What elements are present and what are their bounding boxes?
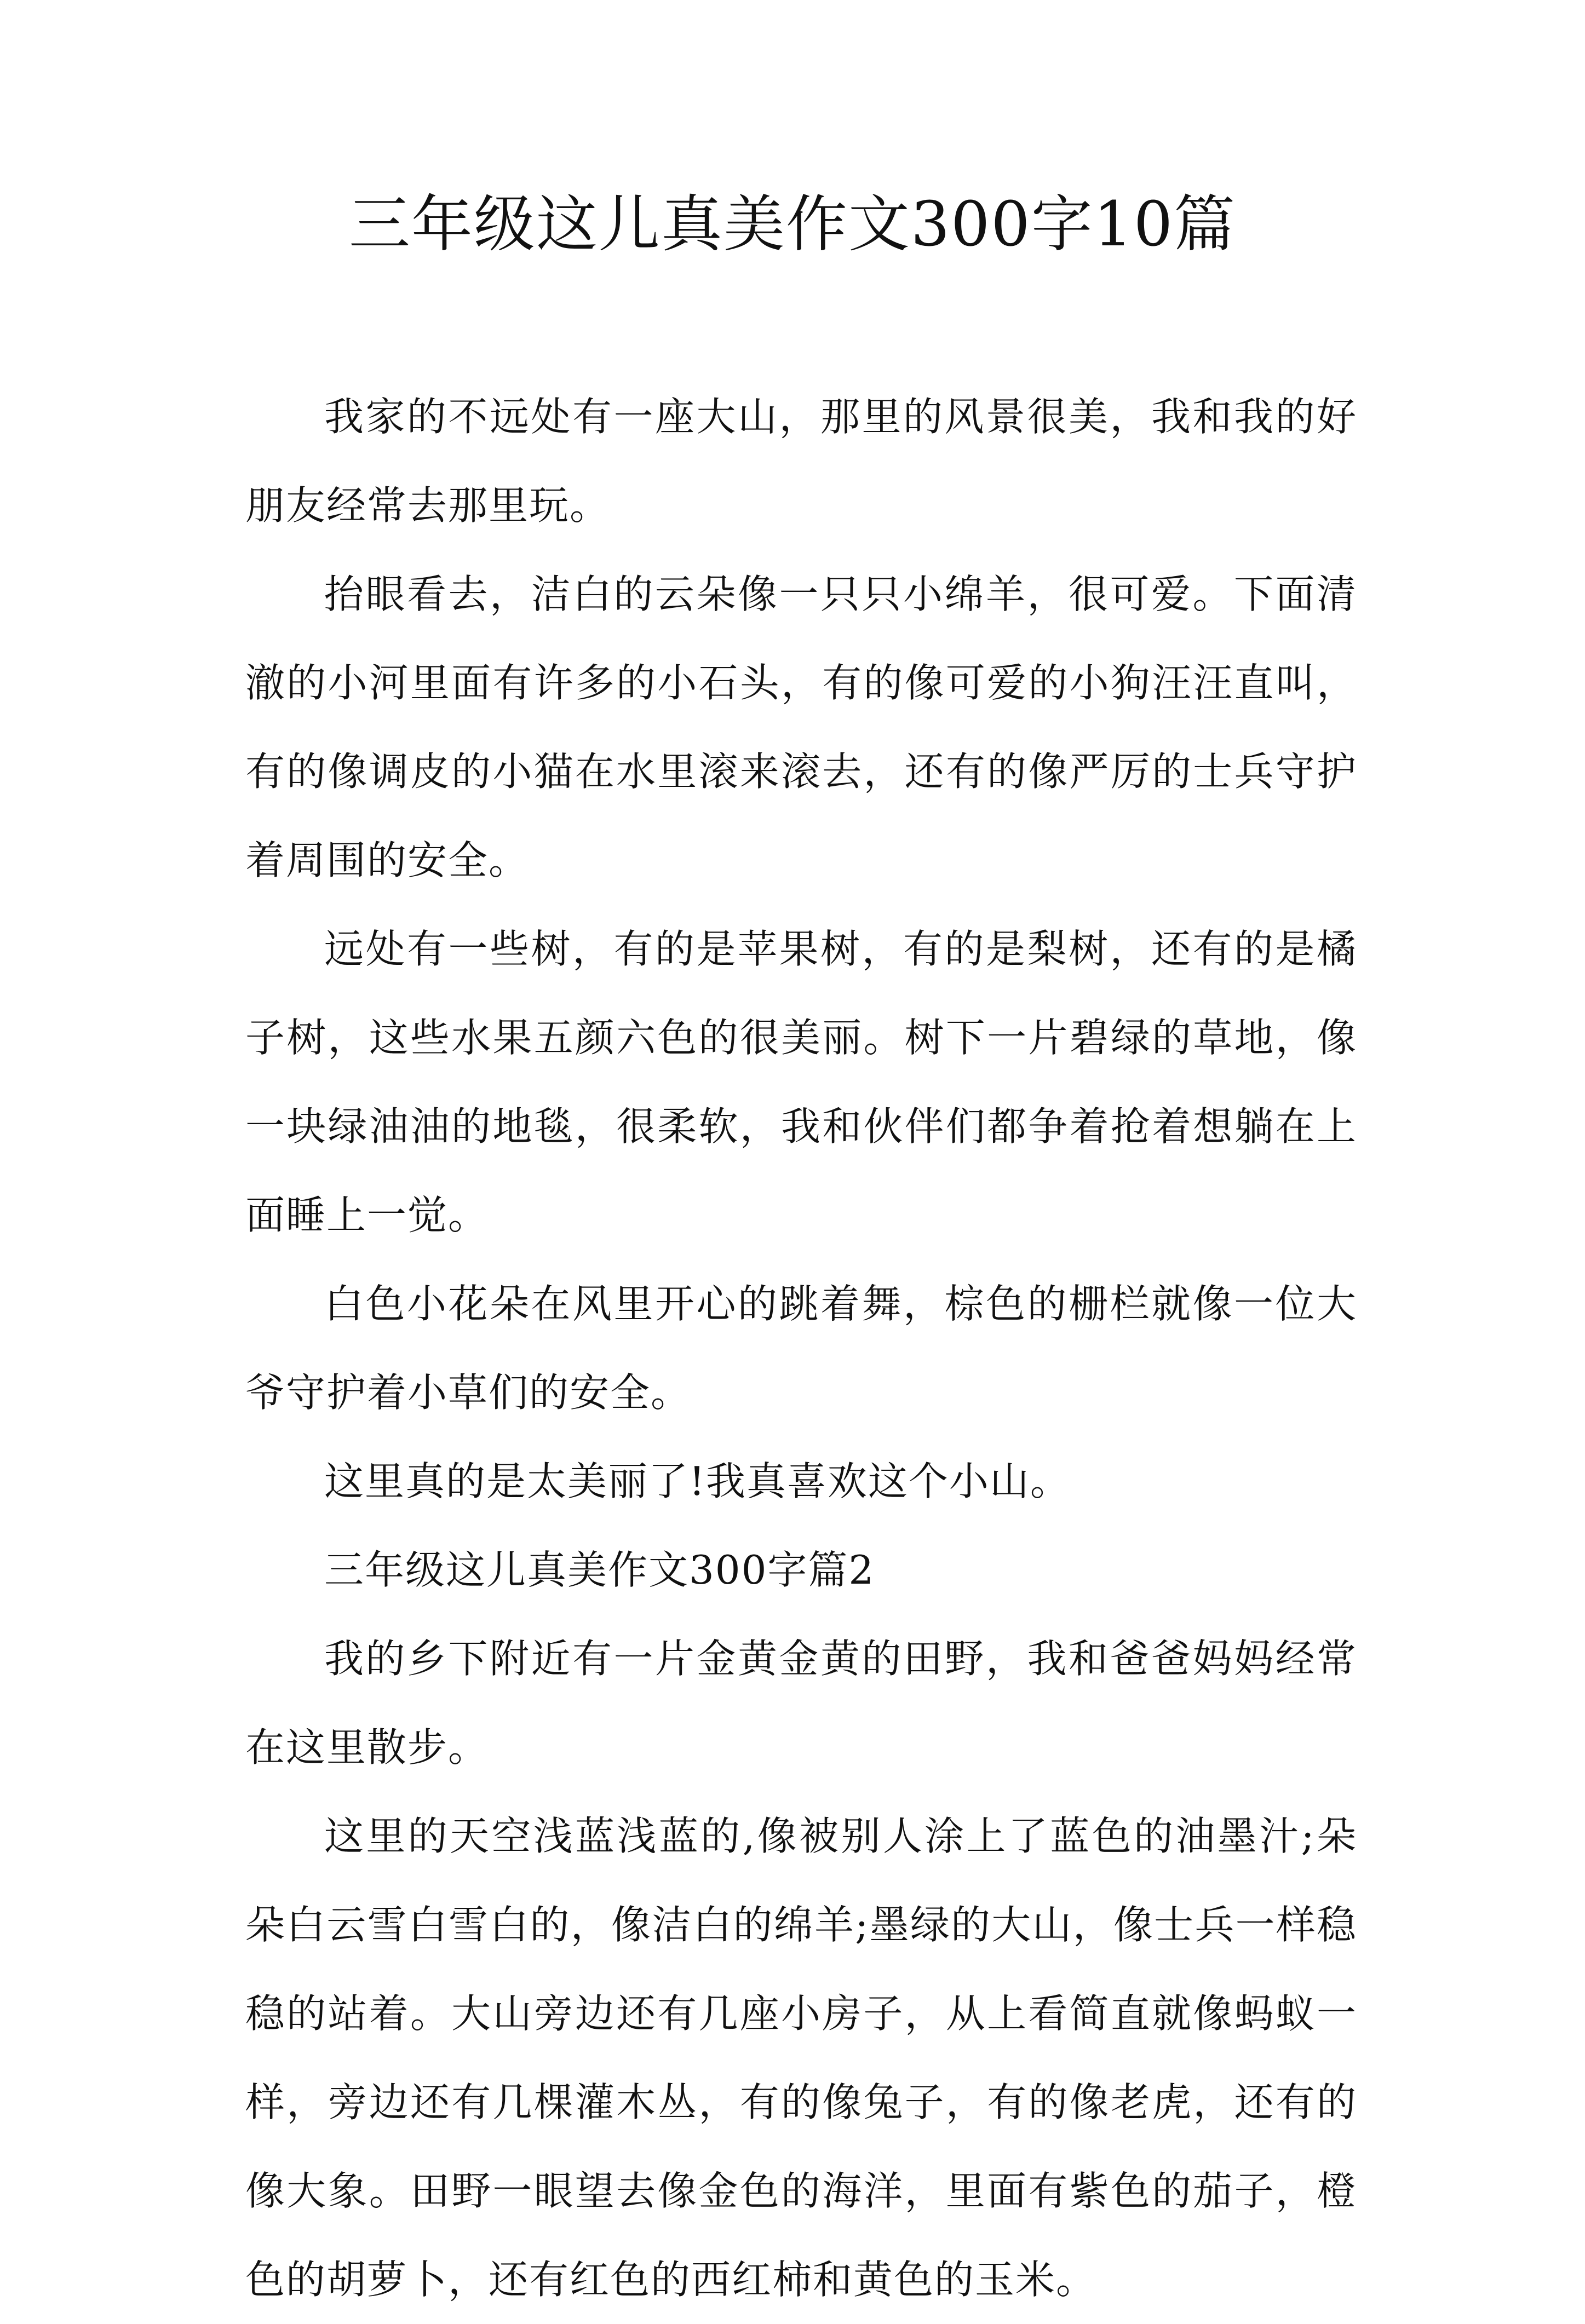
document-body (245, 372, 1357, 2324)
paragraph-2: 抬眼看去，洁白的云朵像一只只小绵羊，很可爱。下面清澈的小河里面有许多的小石头，有的像可爱的小狗汪汪直叫，有的像调皮的小猫在水里滚来滚去，还有的像严厉的士兵守护着周围的安全。 (245, 571, 1357, 883)
paragraph-6: 我的乡下附近有一片金黄金黄的田野，我和爸爸妈妈经常在这里散步。 (245, 1636, 1357, 1770)
paragraph-3: 远处有一些树，有的是苹果树，有的是梨树，还有的是橘子树，这些水果五颜六色的很美丽。树下一片碧绿的草地，像一块绿油油的地毯，很柔软，我和伙伴们都争着抢着想躺在上面睡上一觉。 (245, 926, 1357, 1238)
paragraph-7: 这里的天空浅蓝浅蓝的,像被别人涂上了蓝色的油墨汁;朵朵白云雪白雪白的，像洁白的绵羊;墨绿的大山，像士兵一样稳稳的站着。大山旁边还有几座小房子，从上看简直就像蚂蚁一样，旁边还有几棵灌木丛，有的像兔子，有的像老虎，还有的像大象。田野一眼望去像金色的海洋，里面有紫色的茄子，橙色的胡萝卜，还有红色的西红柿和黄色的玉米。 (245, 1813, 1357, 2303)
paragraph-5: 这里真的是太美丽了!我真喜欢这个小山。 (324, 1458, 1071, 1504)
section-heading-2: 三年级这儿真美作文300字篇2 (324, 1547, 875, 1593)
paragraph-1: 我家的不远处有一座大山，那里的风景很美，我和我的好朋友经常去那里玩。 (245, 394, 1357, 528)
document-title: 三年级这儿真美作文300字10篇 (348, 189, 1237, 260)
paragraph-4: 白色小花朵在风里开心的跳着舞，棕色的栅栏就像一位大爷守护着小草们的安全。 (245, 1281, 1357, 1416)
